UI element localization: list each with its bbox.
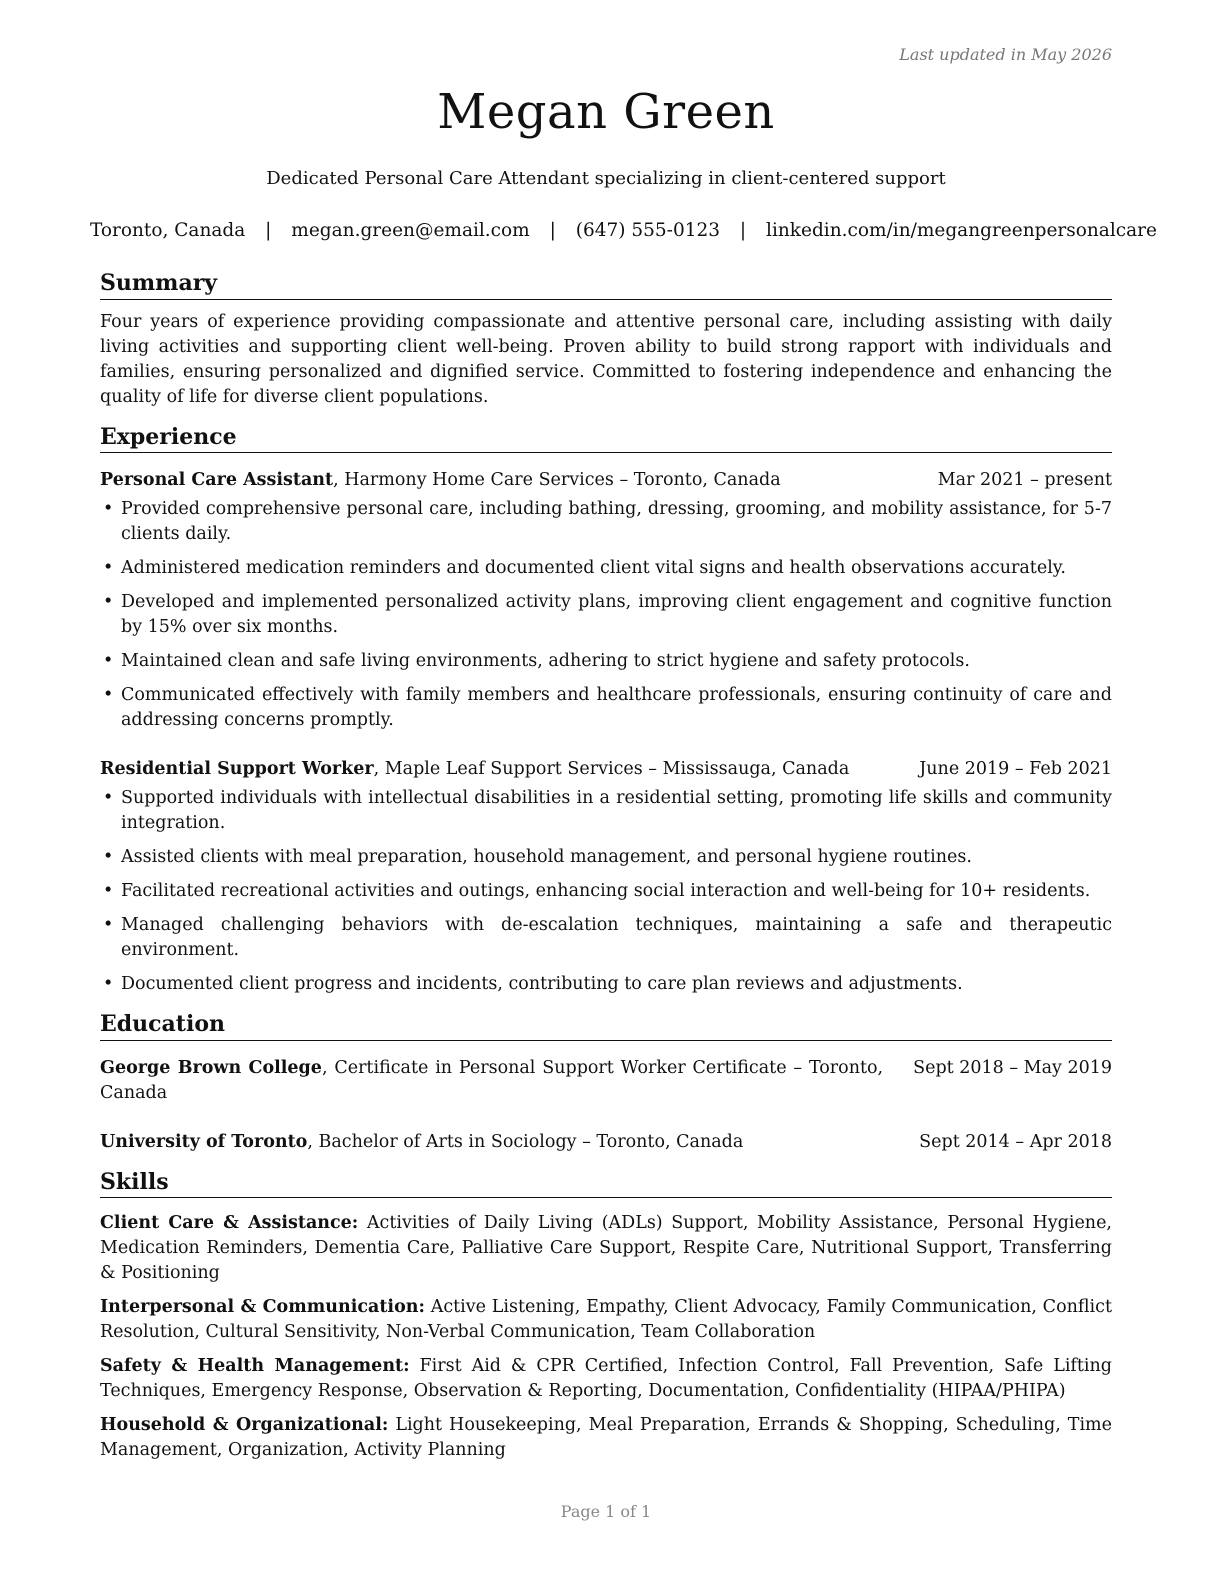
job-title-line	[100, 468, 938, 493]
job-role: Personal Care Assistant	[100, 470, 334, 490]
contact-linkedin[interactable]: linkedin.com/in/megangreenpersonalcare	[766, 220, 1157, 241]
job-bullets	[100, 497, 1112, 733]
experience-section	[100, 424, 1112, 998]
list-item	[100, 590, 1112, 640]
list-item	[100, 879, 1112, 904]
job-dates: Mar 2021 – present	[937, 470, 1112, 490]
candidate-name: Megan Green	[437, 84, 775, 140]
job-org: , Harmony Home Care Services – Toronto, Canada	[333, 470, 781, 490]
bullet-icon: •	[103, 881, 114, 901]
contact-separator: |	[549, 220, 556, 241]
bullet-text: Supported individuals with intellectual disabilities in a residential setting, promoting life skills and community integration.	[121, 788, 1112, 833]
skill-text: Light Housekeeping, Meal Preparation, Errands & Shopping, Scheduling, Time Management, Organization, Activity Planning	[100, 1415, 1112, 1460]
job-bullets	[100, 786, 1112, 997]
page-number: Page 1 of 1	[560, 1502, 652, 1521]
bullet-icon: •	[103, 847, 114, 867]
bullet-text: Maintained clean and safe living environments, adhering to strict hygiene and safety protocols.	[121, 651, 970, 671]
job-org: , Maple Leaf Support Services – Mississauga, Canada	[373, 759, 850, 779]
education-school: George Brown College	[100, 1057, 322, 1078]
summary-heading: Summary	[100, 270, 1112, 300]
resume-page	[90, 0, 1157, 1584]
bullet-text: Managed challenging behaviors with de-escalation techniques, maintaining a safe and therapeutic environment.	[121, 915, 1112, 960]
bullet-icon: •	[103, 685, 114, 705]
education-entry	[100, 1056, 1112, 1106]
education-detail: , Bachelor of Arts in Sociology – Toronto, Canada	[307, 1131, 744, 1152]
bullet-text: Documented client progress and incidents, contributing to care plan reviews and adjustments.	[121, 974, 963, 994]
bullet-icon: •	[103, 651, 114, 671]
list-item	[100, 649, 1112, 674]
skill-text: Active Listening, Empathy, Client Advocacy, Family Communication, Conflict Resolution, Cultural Sensitivity, Non-Verbal Communication, Team Collaboration	[100, 1297, 1112, 1342]
bullet-text: Developed and implemented personalized activity plans, improving client engagement and cognitive function by 15% over six months.	[121, 592, 1112, 637]
bullet-text: Provided comprehensive personal care, including bathing, dressing, grooming, and mobility assistance, for 5-7 clients daily.	[121, 499, 1112, 544]
list-item	[100, 786, 1112, 836]
bullet-text: Administered medication reminders and documented client vital signs and health observations accurately.	[121, 558, 1066, 578]
contact-separator: |	[739, 220, 747, 241]
skill-label: Household & Organizational:	[100, 1415, 389, 1435]
contact-location: Toronto, Canada	[90, 220, 246, 241]
skill-label: Client Care & Assistance:	[100, 1213, 359, 1233]
list-item	[100, 845, 1112, 870]
education-title-line	[100, 1056, 913, 1106]
skill-label: Interpersonal & Communication:	[100, 1297, 425, 1317]
bullet-text: Facilitated recreational activities and outings, enhancing social interaction and well-being for 10+ residents.	[121, 881, 1091, 901]
bullet-text: Assisted clients with meal preparation, household management, and personal hygiene routines.	[121, 847, 972, 867]
skill-group	[100, 1211, 1112, 1286]
skill-group	[100, 1295, 1112, 1345]
skill-label: Safety & Health Management:	[100, 1356, 410, 1376]
skills-section	[100, 1169, 1112, 1464]
list-item	[100, 497, 1112, 547]
contact-email[interactable]: megan.green@email.com	[291, 220, 530, 241]
education-dates: Sept 2018 – May 2019	[913, 1057, 1112, 1078]
education-dates: Sept 2014 – Apr 2018	[919, 1131, 1112, 1152]
resume-body	[100, 270, 1112, 1477]
contact-phone[interactable]: (647) 555-0123	[575, 220, 721, 241]
skill-text: Activities of Daily Living (ADLs) Support, Mobility Assistance, Personal Hygiene, Medication Reminders, Dementia Care, Palliative Care Support, Respite Care, Nutritional Support, Transferring & Positioning	[100, 1213, 1112, 1283]
list-item	[100, 556, 1112, 581]
contact-separator: |	[265, 220, 272, 241]
job-title-line	[100, 757, 919, 782]
skill-text: First Aid & CPR Certified, Infection Control, Fall Prevention, Safe Lifting Techniques, Emergency Response, Observation & Reporting, Documentation, Confidentiality (HIPAA/PHIPA)	[100, 1356, 1112, 1401]
experience-heading: Experience	[100, 424, 1112, 454]
skill-group	[100, 1413, 1112, 1463]
job-role: Residential Support Worker	[100, 759, 374, 779]
bullet-icon: •	[103, 592, 114, 612]
bullet-icon: •	[103, 558, 114, 578]
bullet-icon: •	[103, 974, 114, 994]
contact-line	[90, 220, 1157, 241]
skills-heading: Skills	[100, 1169, 1112, 1199]
summary-section	[100, 270, 1112, 410]
last-updated: Last updated in May 2026	[899, 45, 1112, 64]
education-section	[100, 1011, 1112, 1155]
summary-text: Four years of experience providing compassionate and attentive personal care, including assisting with daily living activities and supporting client well-being. Proven ability to build strong rapport with individuals and families, ensuring personalized and dignified service. Committed to fostering independence and enhancing the quality of life for diverse client populations.	[100, 311, 1112, 407]
tagline: Dedicated Personal Care Attendant specializing in client-centered support	[266, 168, 946, 189]
education-entry	[100, 1130, 1112, 1155]
job-dates: June 2019 – Feb 2021	[919, 759, 1112, 779]
bullet-icon: •	[103, 499, 114, 519]
education-detail: , Certificate in Personal Support Worker Certificate – Toronto, Canada	[100, 1057, 884, 1103]
skill-group	[100, 1354, 1112, 1404]
bullet-icon: •	[103, 915, 114, 935]
list-item	[100, 972, 1112, 997]
job-header	[100, 757, 1112, 782]
education-school: University of Toronto	[100, 1131, 308, 1152]
job-header	[100, 468, 1112, 493]
education-title-line	[100, 1130, 919, 1155]
bullet-icon: •	[103, 788, 114, 808]
list-item	[100, 913, 1112, 963]
bullet-text: Communicated effectively with family members and healthcare professionals, ensuring continuity of care and addressing concerns promptly.	[121, 685, 1112, 730]
list-item	[100, 683, 1112, 733]
education-heading: Education	[100, 1011, 1112, 1041]
